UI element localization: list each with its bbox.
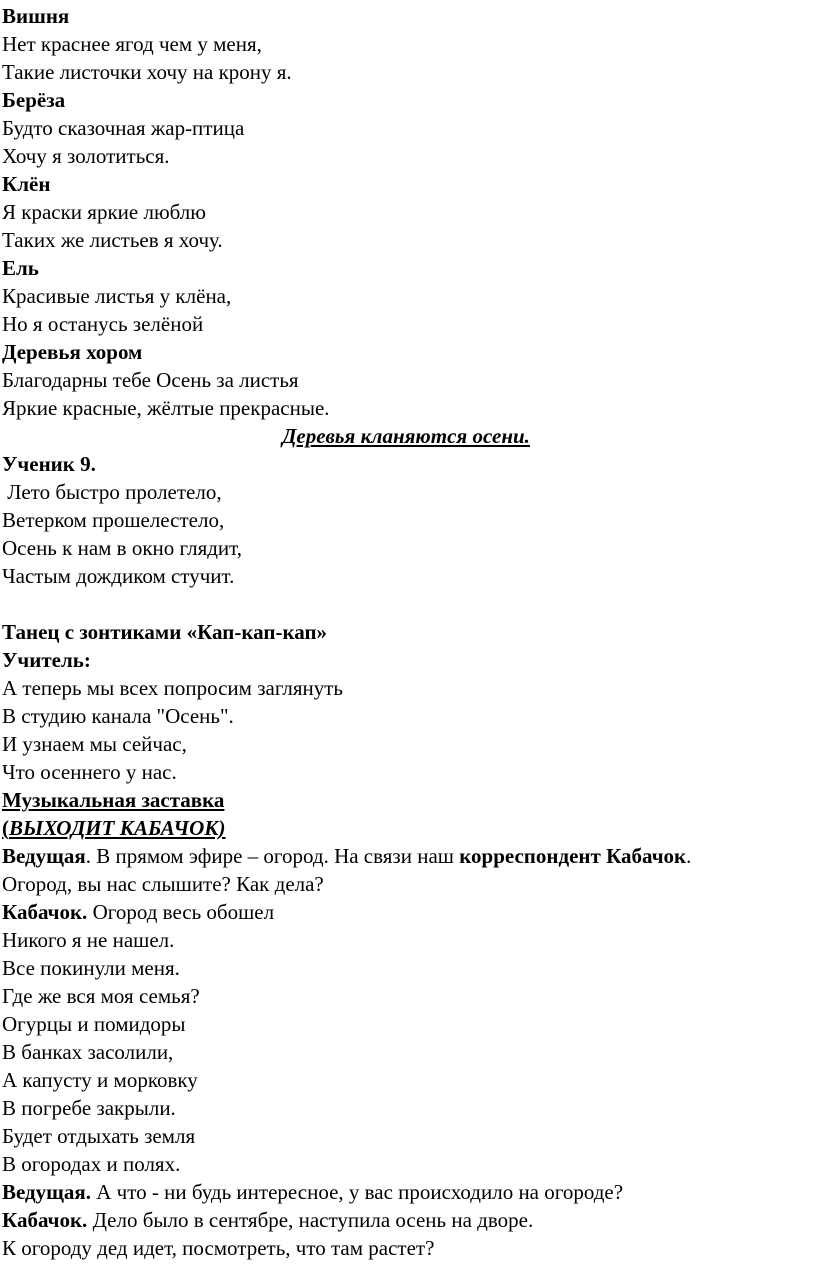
verse-line: Где же вся моя семья? — [2, 984, 200, 1008]
verse-line: Будто сказочная жар-птица — [2, 116, 245, 140]
verse-line: А теперь мы всех попросим заглянуть — [2, 676, 344, 700]
speaker-pupil: Ученик 9. — [2, 452, 96, 476]
speaker-klen: Клён — [2, 172, 51, 196]
stage-direction: Деревья кланяются осени. — [282, 424, 530, 448]
dialogue-text: . В прямом эфире – огород. На связи наш — [85, 844, 460, 868]
speaker-host: Ведущая. — [2, 1180, 92, 1204]
dialogue-text: Дело было в сентябре, наступила осень на дворе. — [87, 1208, 534, 1232]
dialogue-end: . — [686, 844, 692, 868]
verse-line: Таких же листьев я хочу. — [2, 228, 223, 252]
speaker-vishnya: Вишня — [2, 4, 70, 28]
verse-line: Нет краснее ягод чем у меня, — [2, 32, 262, 56]
enter-text: ВЫХОДИТ КАБАЧОК) — [9, 816, 226, 840]
verse-line: В студию канала "Осень". — [2, 704, 234, 728]
speaker-chorus: Деревья хором — [2, 340, 143, 364]
verse-line: Что осеннего у нас. — [2, 760, 177, 784]
speaker-teacher: Учитель: — [2, 648, 91, 672]
speaker-zucchini: Кабачок. — [2, 900, 88, 924]
dialogue-text: Огород весь обошел — [87, 900, 275, 924]
verse-line: Ветерком прошелестело, — [2, 508, 225, 532]
speaker-host: Ведущая — [2, 844, 86, 868]
music-heading: Музыкальная заставка — [2, 788, 225, 812]
verse-line: Будет отдыхать земля — [2, 1124, 196, 1148]
speaker-el: Ель — [2, 256, 39, 280]
verse-line: Все покинули меня. — [2, 956, 180, 980]
dialogue-line — [2, 1206, 810, 1234]
dialogue-line — [2, 842, 810, 870]
verse-line: А капусту и морковку — [2, 1068, 198, 1092]
verse-line: Огород, вы нас слышите? Как дела? — [2, 872, 324, 896]
blank-line — [2, 590, 810, 618]
verse-line: В банках засолили, — [2, 1040, 174, 1064]
verse-line: Я краски яркие люблю — [2, 200, 206, 224]
verse-line: Красивые листья у клёна, — [2, 284, 232, 308]
dialogue-bold: корреспондент Кабачок — [459, 844, 687, 868]
verse-line: Частым дождиком стучит. — [2, 564, 235, 588]
verse-line: Яркие красные, жёлтые прекрасные. — [2, 396, 330, 420]
verse-line: Огурцы и помидоры — [2, 1012, 186, 1036]
verse-line: В погребе закрыли. — [2, 1096, 176, 1120]
verse-line: Никого я не нашел. — [2, 928, 175, 952]
dialogue-line — [2, 1178, 810, 1206]
verse-line: И узнаем мы сейчас, — [2, 732, 187, 756]
verse-line: В огородах и полях. — [2, 1152, 181, 1176]
speaker-zucchini: Кабачок. — [2, 1208, 88, 1232]
verse-line: Благодарны тебе Осень за листья — [2, 368, 299, 392]
document-page — [2, 2, 810, 1262]
verse-line: Хочу я золотиться. — [2, 144, 170, 168]
verse-line: К огороду дед идет, посмотреть, что там растет? — [2, 1236, 435, 1260]
paren-open: ( — [2, 816, 9, 840]
dialogue-line — [2, 898, 810, 926]
stage-direction-enter — [2, 814, 810, 842]
dance-heading: Танец с зонтиками «Кап-кап-кап» — [2, 620, 328, 644]
dialogue-text: А что - ни будь интересное, у вас происходило на огороде? — [91, 1180, 624, 1204]
speaker-bereza: Берёза — [2, 88, 66, 112]
verse-line: Лето быстро пролетело, — [2, 480, 222, 504]
verse-line: Но я останусь зелёной — [2, 312, 204, 336]
verse-line: Осень к нам в окно глядит, — [2, 536, 242, 560]
verse-line: Такие листочки хочу на крону я. — [2, 60, 292, 84]
